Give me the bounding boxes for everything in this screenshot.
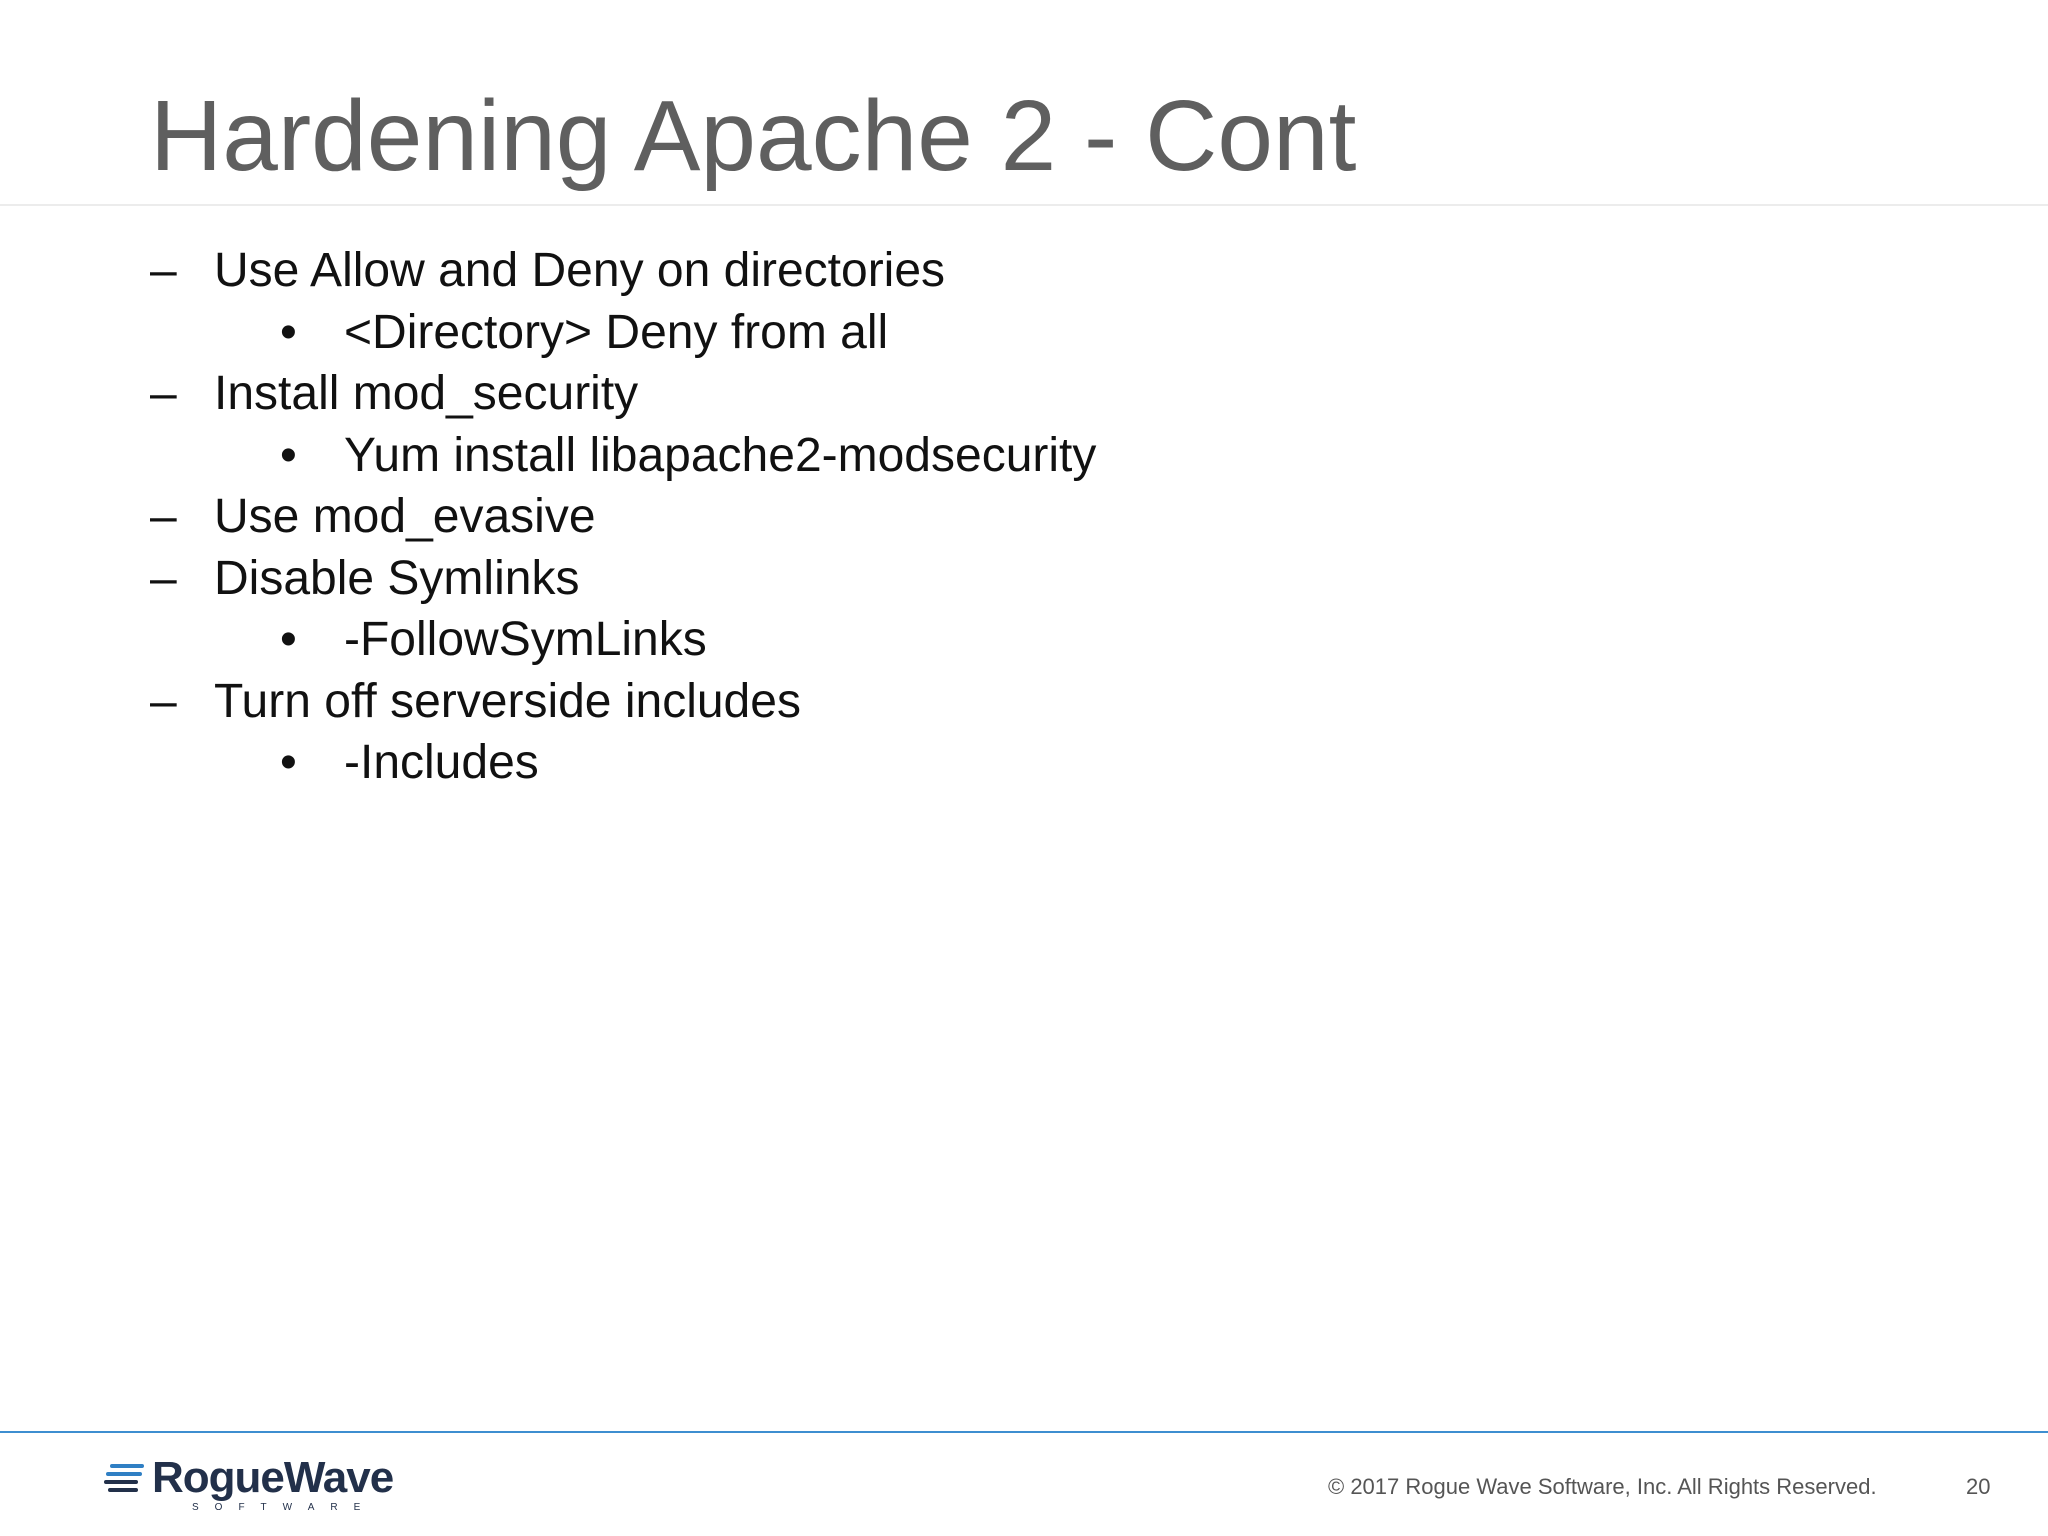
dash-marker: –: [150, 490, 177, 543]
bullet-item: [150, 240, 1096, 302]
page-number: 20: [1966, 1474, 1991, 1499]
bullet-item: [150, 671, 1096, 733]
bullet-text: Use Allow and Deny on directories: [214, 244, 946, 297]
bullet-dot-marker: •: [280, 305, 297, 359]
bullet-dot-marker: •: [280, 613, 297, 666]
sub-bullet-item: [150, 425, 1096, 487]
slide-title: Hardening Apache 2 - Cont: [150, 80, 1357, 192]
footer-divider: [0, 1431, 2048, 1433]
dash-marker: –: [150, 367, 177, 420]
bullet-text: -Includes: [344, 736, 539, 789]
sub-bullet-item: [150, 302, 1096, 364]
bullet-text: Disable Symlinks: [214, 551, 580, 605]
sub-bullet-item: [150, 609, 1096, 671]
bullet-text: Install mod_security: [214, 367, 639, 420]
bullet-text: -FollowSymLinks: [344, 613, 707, 666]
dash-marker: –: [150, 244, 177, 297]
bullet-text: Use mod_evasive: [214, 490, 596, 543]
wave-lines-icon: [104, 1462, 146, 1496]
roguewave-logo: [104, 1453, 394, 1513]
bullet-item: [150, 363, 1096, 425]
bullet-item: [150, 486, 1096, 548]
bullet-dot-marker: •: [280, 428, 297, 482]
bullet-dot-marker: •: [280, 736, 297, 789]
dash-marker: –: [150, 674, 177, 728]
bullet-text: Turn off serverside includes: [214, 674, 801, 728]
bullet-item: [150, 548, 1096, 610]
logo-wordmark: RogueWave: [152, 1453, 394, 1502]
bullet-text: <Directory> Deny from all: [344, 305, 889, 359]
bullet-list: [150, 240, 1096, 794]
dash-marker: –: [150, 551, 177, 605]
sub-bullet-item: [150, 732, 1096, 794]
copyright-notice: © 2017 Rogue Wave Software, Inc. All Rights Reserved.: [1328, 1474, 1877, 1499]
bullet-text: Yum install libapache2-modsecurity: [344, 428, 1097, 482]
title-divider: [0, 204, 2048, 206]
logo-subtitle: SOFTWARE: [192, 1502, 377, 1513]
